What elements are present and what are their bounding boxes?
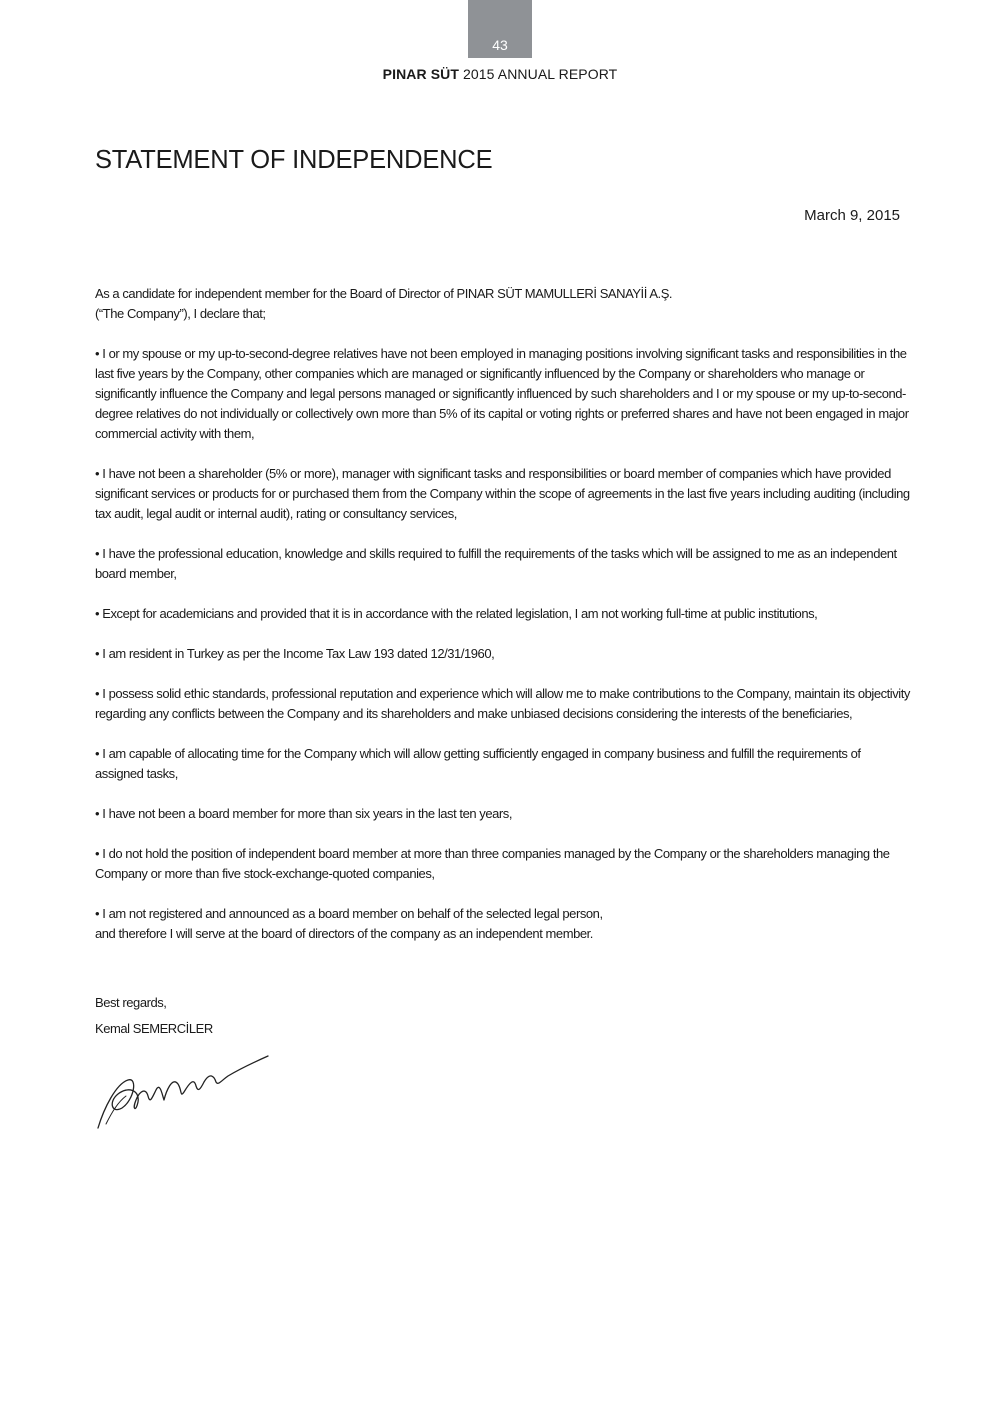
declaration-item: • I have the professional education, knowledge and skills required to fulfill the requirements of the tasks which will be assigned to me as an independent board member,	[95, 546, 897, 581]
declaration-item: • I do not hold the position of independent board member at more than three companies managed by the Company or the shareholders managing the Company or more than five stock-exchange-quoted companies,	[95, 846, 890, 881]
page-number-tab	[468, 0, 532, 58]
final-line: and therefore I will serve at the board of directors of the company as an independent member.	[95, 926, 593, 941]
declaration-item: • I have not been a board member for more than six years in the last ten years,	[95, 806, 513, 821]
page-number: 43	[492, 37, 508, 53]
declaration-item: • I or my spouse or my up-to-second-degree relatives have not been employed in managing positions involving significant tasks and responsibilities in the last five years by the Company, other companies which are managed or significantly influenced by the Company or shareholders who manage or significantly influence the Company and legal persons managed or significantly influenced by such shareholders and I or my spouse or my up-to-second-degree relatives do not individually or collectively own more than 5% of its capital or voting rights or preferred shares and have not been engaged in major commercial activity with them,	[95, 346, 909, 441]
intro-paragraph	[95, 284, 910, 324]
brand-name: PINAR SÜT	[382, 66, 460, 82]
declaration-item: • I possess solid ethic standards, professional reputation and experience which will allow me to make contributions to the Company, maintain its objectivity regarding any conflicts between the Company and its shareholders and make unbiased decisions considering the interests of the beneficiaries,	[95, 686, 910, 721]
document-body	[95, 284, 910, 964]
intro-line: As a candidate for independent member for the Board of Director of PINAR SÜT MAMULLERİ SANAYİİ A.Ş.	[95, 286, 673, 301]
document-date: March 9, 2015	[804, 207, 900, 224]
report-title: 2015 ANNUAL REPORT	[463, 66, 618, 82]
page-title: STATEMENT OF INDEPENDENCE	[95, 146, 493, 174]
intro-line: (“The Company”), I declare that;	[95, 306, 266, 321]
signatory-name: Kemal SEMERCİLER	[95, 1021, 213, 1036]
declaration-item: • I have not been a shareholder (5% or more), manager with significant tasks and responsibilities or board member of companies which have provided significant services or products for or purchased them from the Company within the scope of agreements in the last five years including auditing (including tax audit, legal audit or internal audit), rating or consultancy services,	[95, 466, 910, 521]
declaration-final-item	[95, 904, 910, 944]
declaration-item: • I am resident in Turkey as per the Income Tax Law 193 dated 12/31/1960,	[95, 646, 495, 661]
declaration-item: • I am capable of allocating time for the Company which will allow getting sufficiently engaged in company business and fulfill the requirements of assigned tasks,	[95, 746, 861, 781]
closing-block	[95, 990, 213, 1042]
report-header	[0, 66, 1000, 82]
handwritten-signature	[92, 1050, 282, 1132]
final-line: • I am not registered and announced as a board member on behalf of the selected legal person,	[95, 906, 603, 921]
closing-greeting: Best regards,	[95, 995, 167, 1010]
declaration-item: • Except for academicians and provided that it is in accordance with the related legislation, I am not working full-time at public institutions,	[95, 606, 818, 621]
